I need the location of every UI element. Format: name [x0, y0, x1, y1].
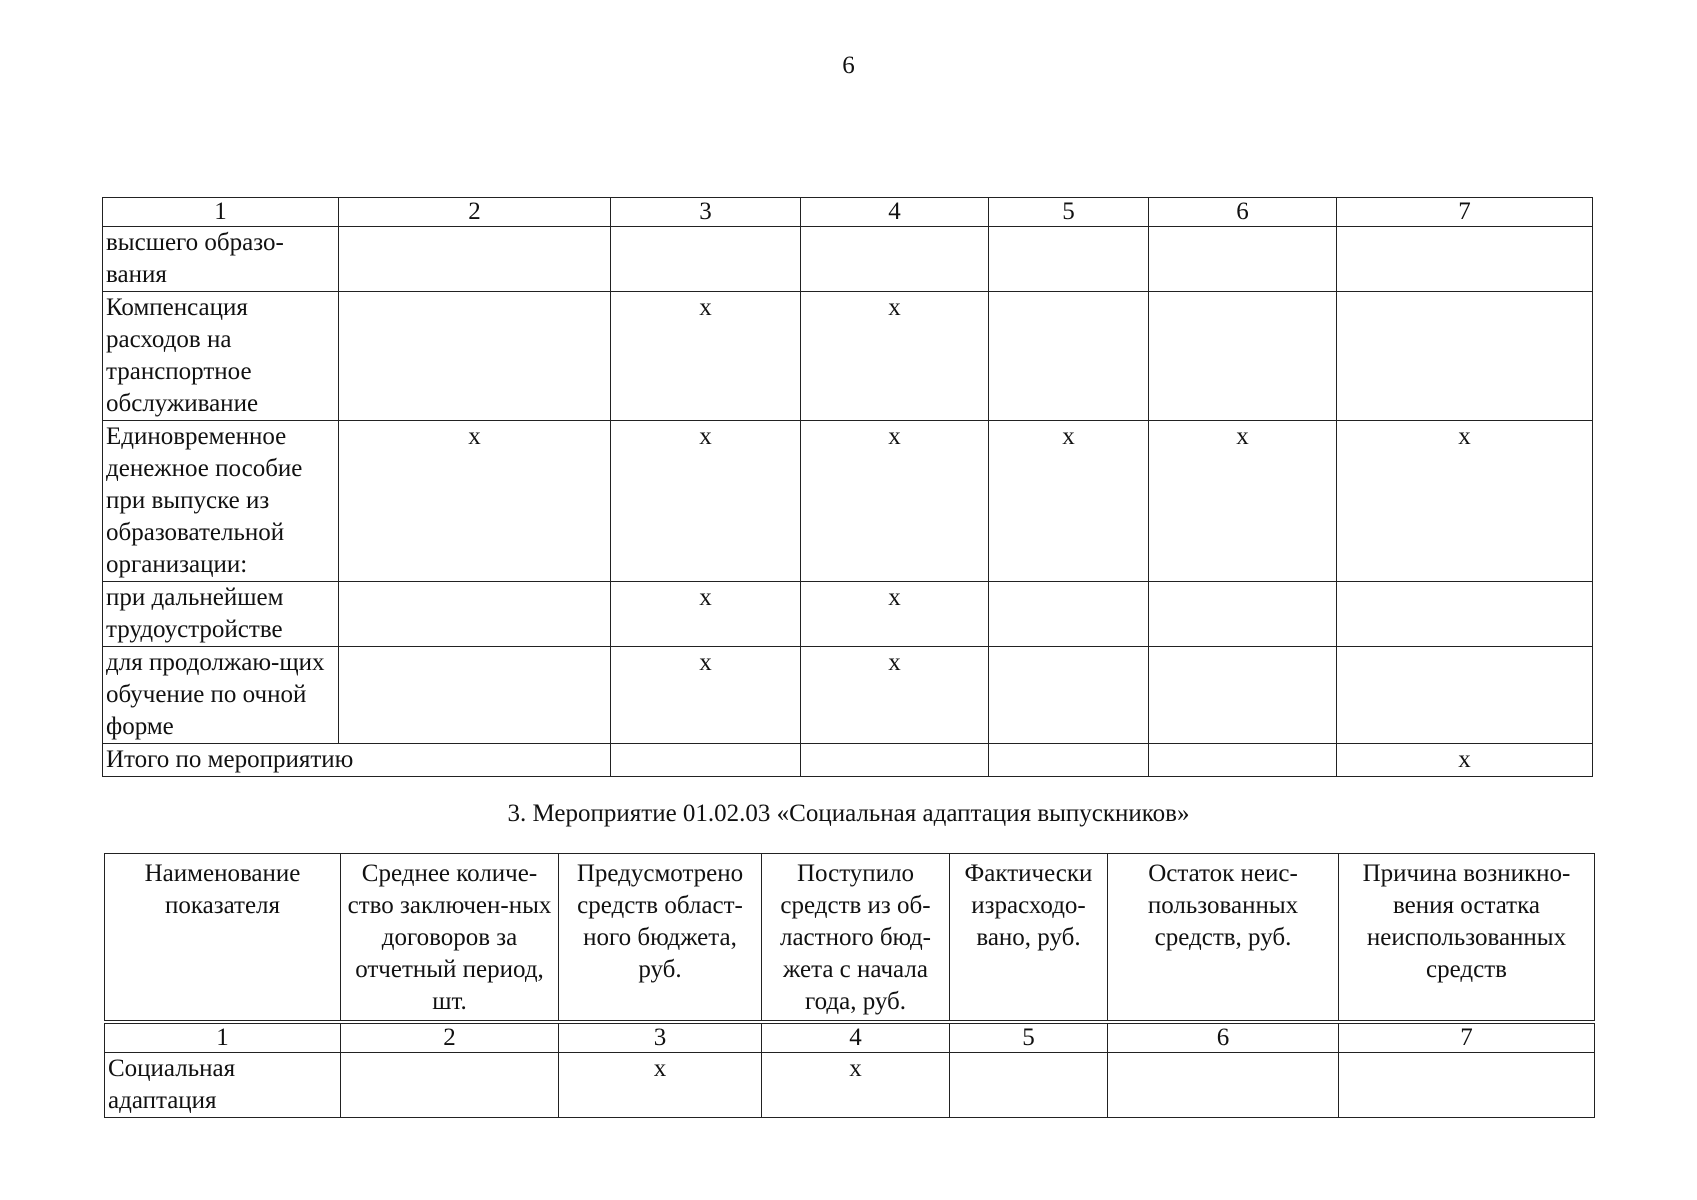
table-event-3 — [104, 1023, 1595, 1118]
table-row — [103, 647, 1593, 744]
column-header: Фактически израсходо-вано, руб. — [950, 854, 1108, 1021]
column-number: 7 — [1339, 1024, 1595, 1053]
column-header: Предусмотрено средств област-ного бюджета, руб. — [559, 854, 762, 1021]
cell: x — [801, 647, 989, 744]
column-header: Среднее количе-ство заключен-ных договоров за отчетный период, шт. — [341, 854, 559, 1021]
column-header: Наименование показателя — [105, 854, 341, 1021]
table-row — [103, 292, 1593, 421]
cell — [1337, 292, 1593, 421]
row-name: Единовременное денежное пособие при выпуске из образовательной организации: — [103, 421, 339, 582]
column-number: 5 — [950, 1024, 1108, 1053]
cell: x — [611, 421, 801, 582]
cell: x — [1337, 744, 1593, 777]
column-number: 1 — [103, 198, 339, 227]
cell — [341, 1053, 559, 1118]
cell — [1337, 227, 1593, 292]
cell — [989, 582, 1149, 647]
cell — [989, 744, 1149, 777]
section-title: 3. Мероприятие 01.02.03 «Социальная адаптация выпускников» — [507, 800, 1190, 827]
column-header: Поступило средств из об-ластного бюд-жета с начала года, руб. — [762, 854, 950, 1021]
row-name: Компенсация расходов на транспортное обслуживание — [103, 292, 339, 421]
cell: x — [801, 582, 989, 647]
cell — [339, 292, 611, 421]
cell — [801, 744, 989, 777]
cell: x — [611, 647, 801, 744]
cell: x — [339, 421, 611, 582]
row-name: при дальнейшем трудоустройстве — [103, 582, 339, 647]
cell — [611, 227, 801, 292]
table-row — [103, 582, 1593, 647]
cell — [1149, 647, 1337, 744]
column-header: Остаток неис-пользованных средств, руб. — [1108, 854, 1339, 1021]
cell: x — [801, 292, 989, 421]
cell: x — [1337, 421, 1593, 582]
column-number: 4 — [762, 1024, 950, 1053]
cell — [1149, 744, 1337, 777]
cell — [989, 292, 1149, 421]
cell: x — [762, 1053, 950, 1118]
column-number: 5 — [989, 198, 1149, 227]
cell: x — [989, 421, 1149, 582]
table-row — [103, 227, 1593, 292]
column-number: 3 — [559, 1024, 762, 1053]
cell — [989, 647, 1149, 744]
table-row — [105, 1053, 1595, 1118]
cell: x — [559, 1053, 762, 1118]
cell — [339, 582, 611, 647]
header-row — [105, 854, 1595, 1021]
cell — [1149, 292, 1337, 421]
column-number: 1 — [105, 1024, 341, 1053]
table-event-3-header — [104, 853, 1595, 1021]
column-number: 4 — [801, 198, 989, 227]
cell — [801, 227, 989, 292]
cell — [989, 227, 1149, 292]
row-name: для продолжаю-щих обучение по очной форме — [103, 647, 339, 744]
page-number: 6 — [842, 52, 855, 79]
row-name: Социальная адаптация — [105, 1053, 341, 1118]
total-label: Итого по мероприятию — [103, 744, 611, 777]
cell: x — [801, 421, 989, 582]
column-header: Причина возникно-вения остатка неиспользованных средств — [1339, 854, 1595, 1021]
column-number: 2 — [341, 1024, 559, 1053]
column-number: 7 — [1337, 198, 1593, 227]
cell — [950, 1053, 1108, 1118]
cell — [1149, 582, 1337, 647]
cell: x — [611, 292, 801, 421]
column-number: 3 — [611, 198, 801, 227]
cell — [1337, 582, 1593, 647]
total-row — [103, 744, 1593, 777]
cell — [1149, 227, 1337, 292]
row-name: высшего образо-вания — [103, 227, 339, 292]
cell — [339, 227, 611, 292]
column-numbers-row — [103, 198, 1593, 227]
cell — [339, 647, 611, 744]
table-event-2 — [102, 197, 1593, 777]
column-number: 6 — [1108, 1024, 1339, 1053]
cell: x — [611, 582, 801, 647]
column-numbers-row — [105, 1024, 1595, 1053]
column-number: 2 — [339, 198, 611, 227]
cell: x — [1149, 421, 1337, 582]
cell — [1339, 1053, 1595, 1118]
column-number: 6 — [1149, 198, 1337, 227]
cell — [1337, 647, 1593, 744]
table-row — [103, 421, 1593, 582]
cell — [611, 744, 801, 777]
cell — [1108, 1053, 1339, 1118]
